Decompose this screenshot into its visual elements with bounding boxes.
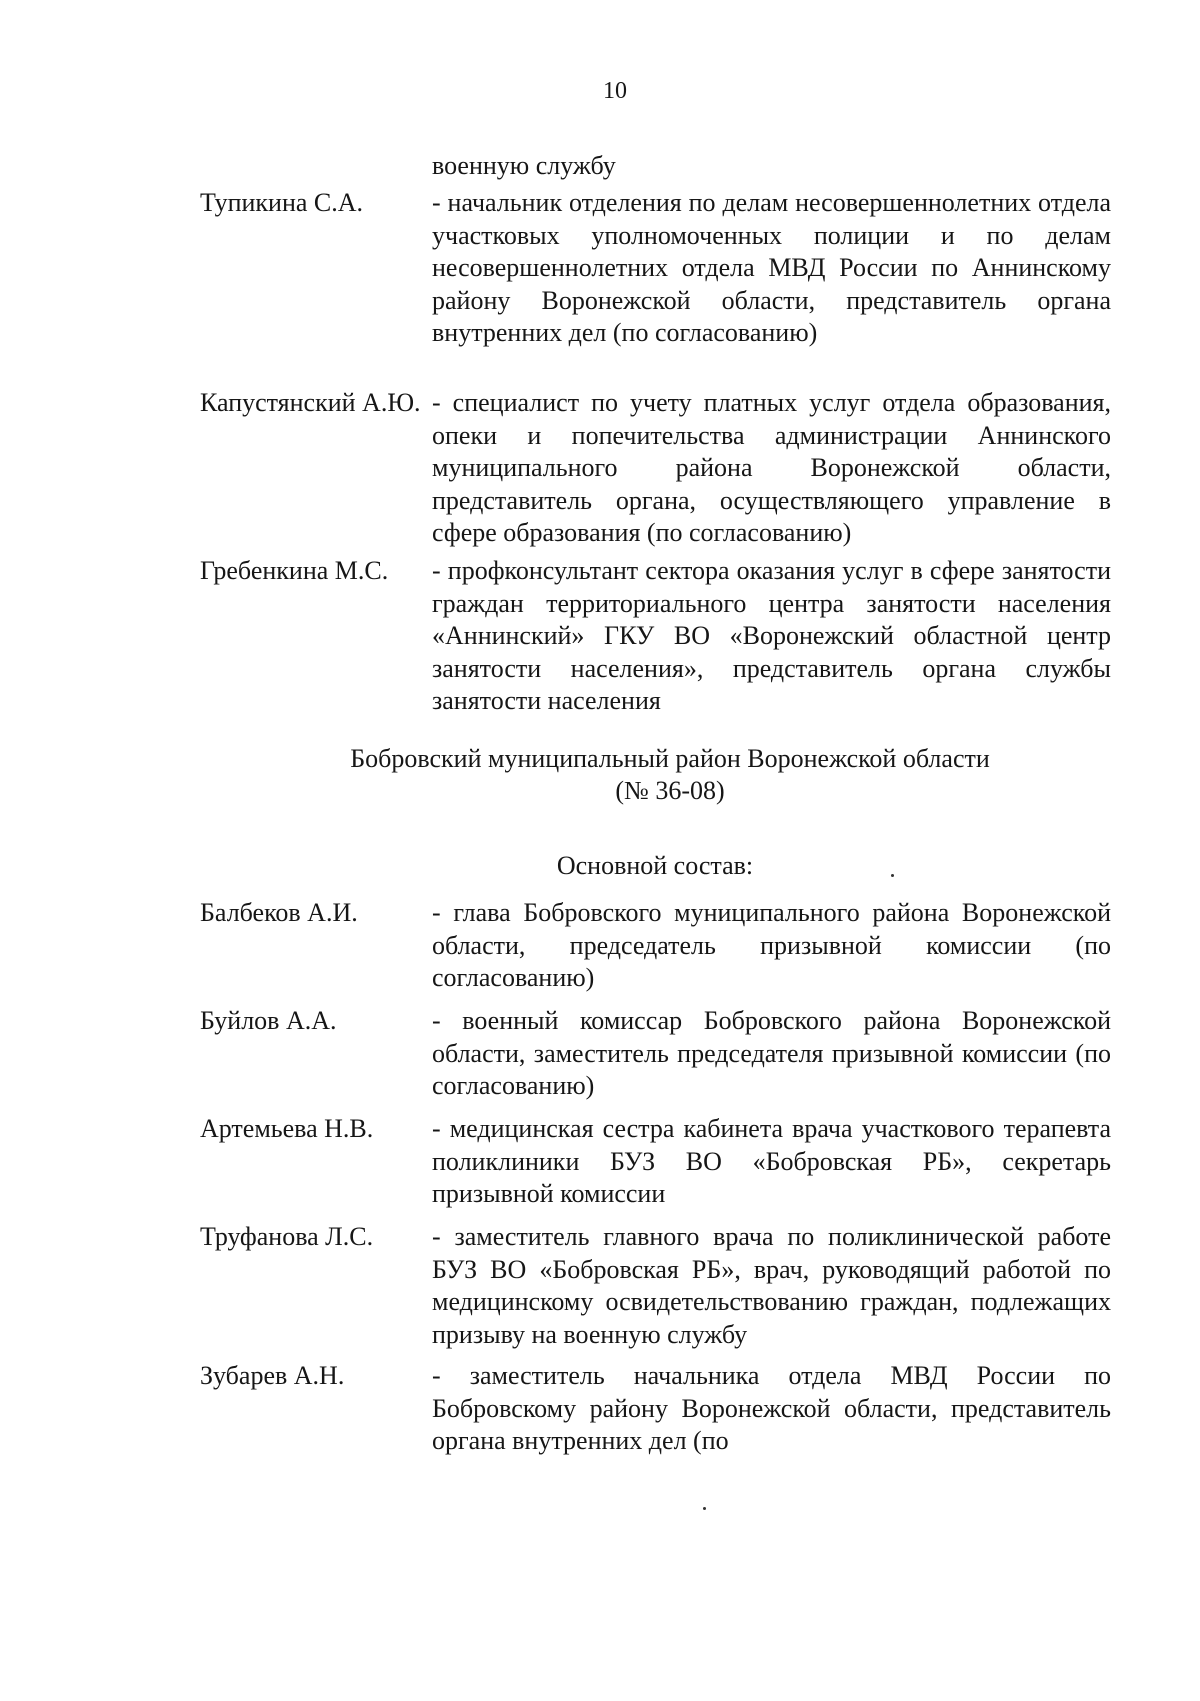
page-number: 10 [603, 78, 627, 104]
scan-speck [703, 1507, 706, 1510]
entry-tupikina [200, 187, 1111, 350]
section-title: Бобровский муниципальный район Воронежской области [350, 744, 990, 773]
entry-name: Артемьева Н.В. [200, 1114, 374, 1143]
entry-description: - профконсультант сектора оказания услуг в сфере занятости граждан территориального центра занятости населения «Аннинский» ГКУ ВО «Воронежский областной центр занятости населения», представитель органа службы занятости населения [432, 556, 1111, 715]
entry-name: Зубарев А.Н. [200, 1361, 345, 1390]
entry-grebenkina [200, 555, 1111, 718]
scan-speck [891, 874, 894, 877]
entry-name: Капустянский А.Ю. [200, 388, 421, 417]
entry-trufanova [200, 1221, 1111, 1351]
entry-description: - начальник отделения по делам несовершеннолетних отдела участковых уполномоченных полиции и по делам несовершеннолетних отдела МВД России по Аннинскому району Воронежской области, представитель органа внутренних дел (по согласованию) [432, 188, 1111, 347]
continuation-text: военную службу [432, 151, 616, 180]
entry-builov [200, 1005, 1111, 1103]
entry-name: Гребенкина М.С. [200, 556, 389, 585]
entry-balbekov [200, 897, 1111, 995]
entry-name: Труфанова Л.С. [200, 1222, 374, 1251]
entry-zubarev [200, 1360, 1111, 1458]
entry-artemieva [200, 1113, 1111, 1211]
entry-name: Балбеков А.И. [200, 898, 358, 927]
entry-kapustyansky [200, 387, 1111, 550]
subsection-heading: Основной состав: [556, 851, 754, 880]
section-number: (№ 36-08) [615, 776, 725, 805]
entry-description: - заместитель начальника отдела МВД России по Бобровскому району Воронежской области, представитель органа внутренних дел (по [432, 1361, 1111, 1455]
entry-description: - заместитель главного врача по поликлинической работе БУЗ ВО «Бобровская РБ», врач, руководящий работой по медицинскому освидетельствованию граждан, подлежащих призыву на военную службу [432, 1222, 1111, 1349]
entry-description: - специалист по учету платных услуг отдела образования, опеки и попечительства администрации Аннинского муниципального района Воронежской области, представитель органа, осуществляющего управление в сфере образования (по согласованию) [432, 388, 1111, 547]
entry-name: Тупикина С.А. [200, 188, 364, 217]
entry-name: Буйлов А.А. [200, 1006, 337, 1035]
entry-description: - медицинская сестра кабинета врача участкового терапевта поликлиники БУЗ ВО «Бобровская РБ», секретарь призывной комиссии [432, 1114, 1111, 1208]
entry-description: - военный комиссар Бобровского района Воронежской области, заместитель председателя призывной комиссии (по согласованию) [432, 1006, 1111, 1100]
entry-description: - глава Бобровского муниципального района Воронежской области, председатель призывной комиссии (по согласованию) [432, 898, 1111, 992]
